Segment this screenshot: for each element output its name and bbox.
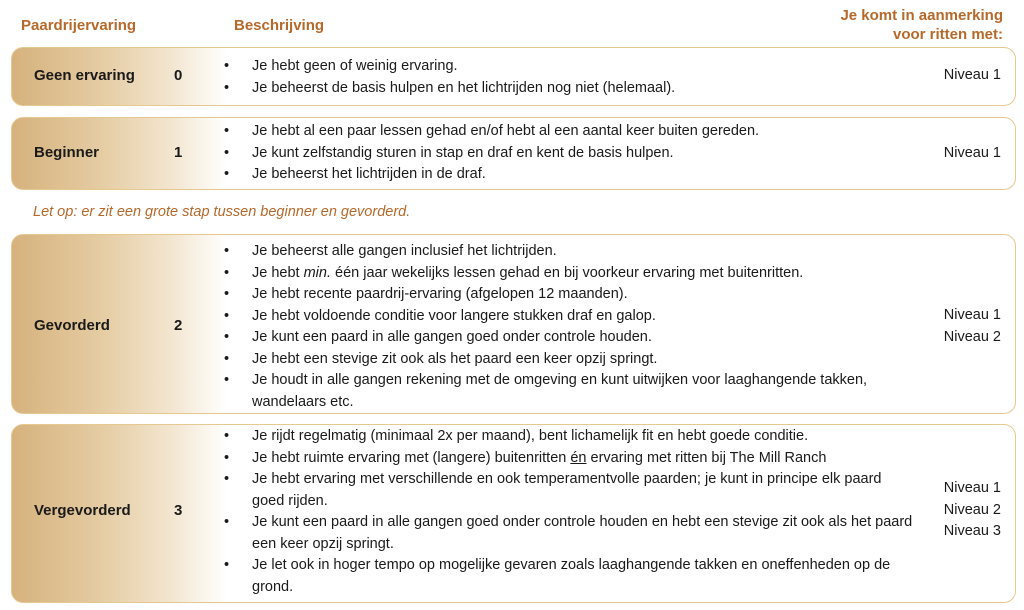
- level-label: Niveau 1: [943, 480, 1001, 496]
- eligible-levels: [944, 478, 1001, 543]
- description-item: • Je hebt ruimte ervaring met (langere) buitenritten én ervaring met ritten bij The Mill Ranch: [224, 448, 914, 470]
- description-item: • Je kunt zelfstandig sturen in stap en draf en kent de basis hulpen.: [224, 143, 914, 165]
- header-description: Beschrijving: [234, 17, 325, 34]
- row-number: 0: [174, 67, 183, 84]
- description-item: • Je hebt voldoende conditie voor langere stukken draf en galop.: [224, 306, 914, 328]
- header-eligible-line1: Je komt in aanmerking: [840, 7, 1003, 24]
- level-row-geen-ervaring: [11, 47, 1016, 106]
- description-item: • Je kunt een paard in alle gangen goed onder controle houden en hebt een stevige zit ook als het paard een keer opzij springt.: [224, 512, 914, 555]
- row-name: Vergevorderd: [34, 502, 131, 519]
- description-item: • Je hebt ervaring met verschillende en ook temperamentvolle paarden; je kunt in principe elk paard goed rijden.: [224, 469, 914, 512]
- description-list: [224, 241, 914, 413]
- row-name: Geen ervaring: [34, 67, 135, 84]
- header-eligible-line2: voor ritten met:: [892, 26, 1003, 43]
- eligible-levels: [944, 65, 1001, 87]
- header-experience: Paardrijervaring: [21, 17, 137, 34]
- description-item: • Je beheerst alle gangen inclusief het lichtrijden.: [224, 241, 914, 263]
- level-label: Niveau 1: [943, 145, 1001, 161]
- description-item: • Je beheerst het lichtrijden in de draf.: [224, 164, 914, 186]
- description-item: • Je hebt min. één jaar wekelijks lessen gehad en bij voorkeur ervaring met buitenritten.: [224, 263, 914, 285]
- row-number: 3: [174, 502, 183, 519]
- level-label: Niveau 1: [943, 67, 1001, 83]
- level-label: Niveau 2: [943, 328, 1001, 345]
- row-name: Beginner: [34, 144, 100, 161]
- header-eligible: [840, 6, 1003, 44]
- description-list: [224, 56, 914, 99]
- description-item: • Je beheerst de basis hulpen en het lichtrijden nog niet (helemaal).: [224, 78, 914, 100]
- eligible-levels: [944, 143, 1001, 165]
- description-list: [224, 426, 914, 598]
- level-label: Niveau 3: [943, 523, 1001, 539]
- description-item: • Je hebt al een paar lessen gehad en/of hebt al een aantal keer buiten gereden.: [224, 121, 914, 143]
- description-item: • Je rijdt regelmatig (minimaal 2x per maand), bent lichamelijk fit en hebt goede conditie.: [224, 426, 914, 448]
- note-text: Let op: er zit een grote stap tussen beginner en gevorderd.: [33, 204, 411, 220]
- description-item: • Je let ook in hoger tempo op mogelijke gevaren zoals laaghangende takken en oneffenheden op de grond.: [224, 555, 914, 598]
- description-item: • Je hebt een stevige zit ook als het paard een keer opzij springt.: [224, 349, 914, 371]
- row-number: 1: [174, 144, 183, 161]
- level-label: Niveau 1: [943, 307, 1001, 323]
- description-list: [224, 121, 914, 186]
- description-item: • Je houdt in alle gangen rekening met de omgeving en kunt uitwijken voor laaghangende takken, wandelaars etc.: [224, 370, 914, 413]
- description-item: • Je kunt een paard in alle gangen goed onder controle houden.: [224, 327, 914, 349]
- description-item: • Je hebt geen of weinig ervaring.: [224, 56, 914, 78]
- description-item: • Je hebt recente paardrij-ervaring (afgelopen 12 maanden).: [224, 284, 914, 306]
- eligible-levels: [944, 305, 1001, 348]
- row-name: Gevorderd: [34, 317, 110, 334]
- level-row-vergevorderd: [11, 424, 1016, 603]
- level-row-gevorderd: [11, 234, 1016, 414]
- level-label: Niveau 2: [943, 501, 1001, 518]
- row-number: 2: [174, 317, 183, 334]
- level-row-beginner: [11, 117, 1016, 190]
